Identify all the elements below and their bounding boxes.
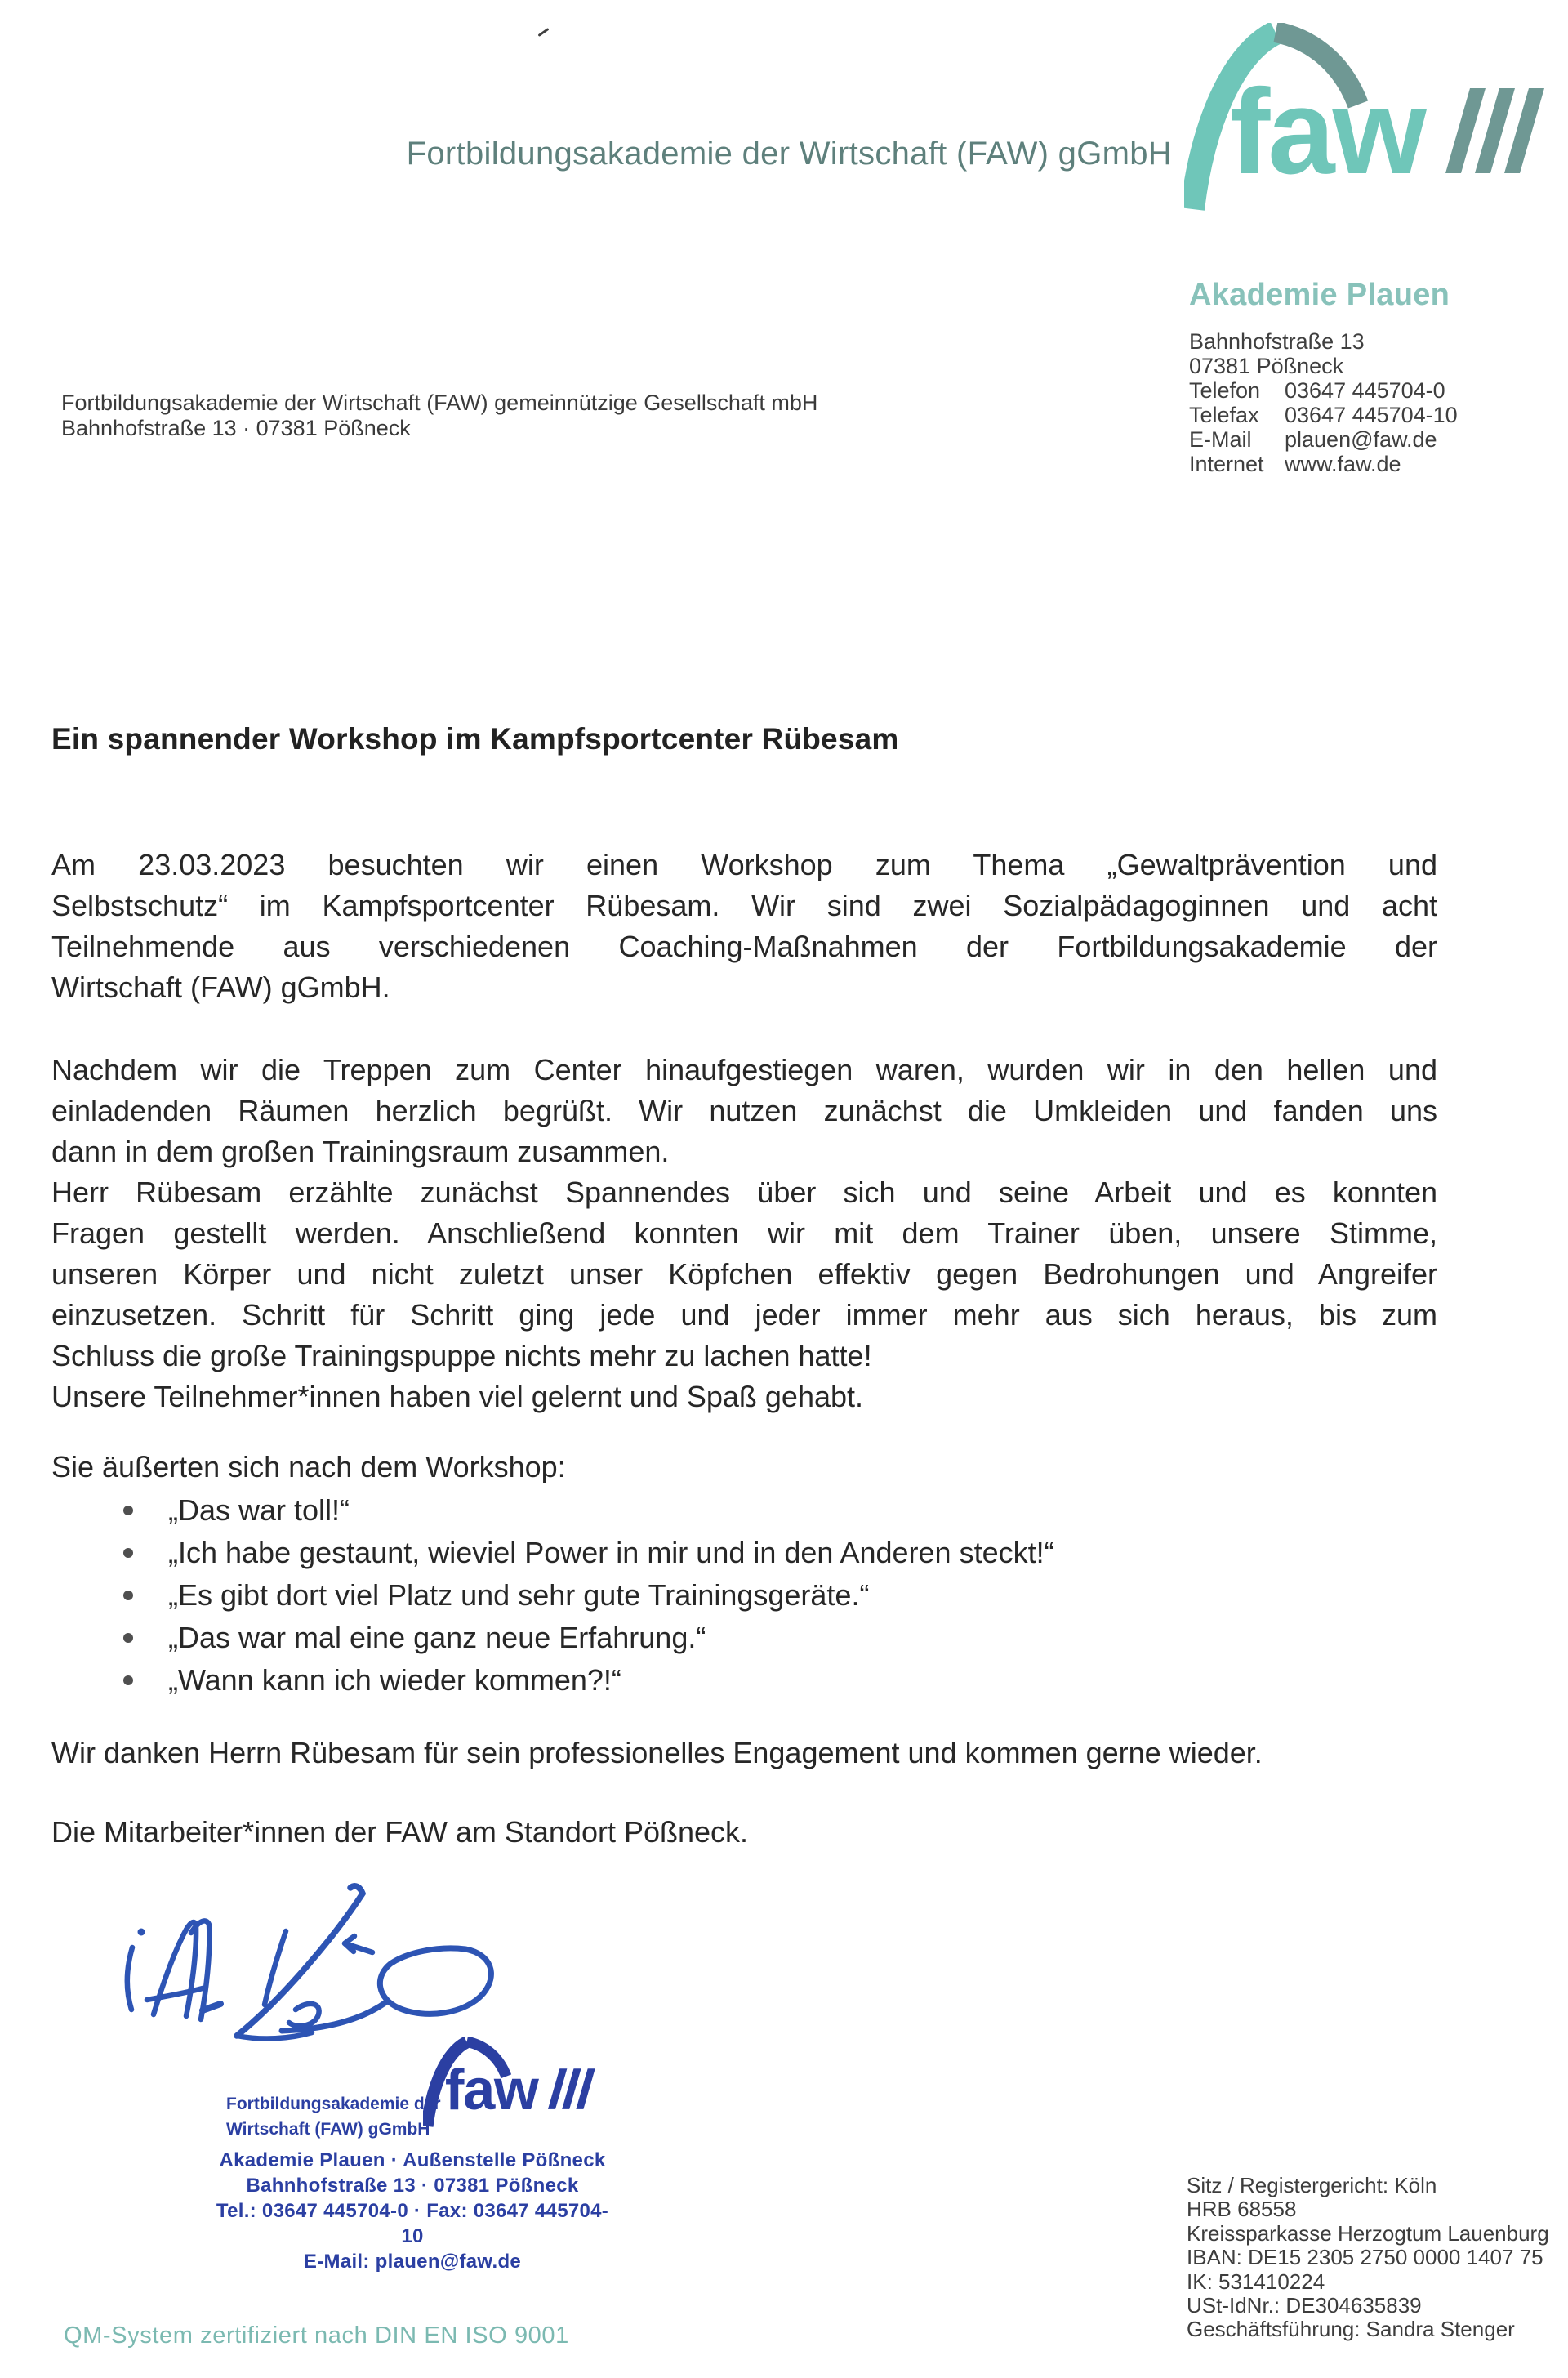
quote-item <box>123 1617 1430 1660</box>
signature-stroke <box>345 1936 372 1952</box>
paragraph-1-line: Teilnehmende aus verschiedenen Coaching-Maßnahmen der Fortbildungsakademie der <box>51 930 1437 963</box>
letterhead-company-name: Fortbildungsakademie der Wirtschaft (FAW) gGmbH <box>406 136 1172 172</box>
stamp-logo-wordmark: faw <box>444 2056 538 2121</box>
signature-stroke <box>380 1948 491 2014</box>
contact-phone-label: Telefon <box>1189 378 1261 403</box>
legal-registry: Sitz / Registergericht: Köln <box>1187 2173 1437 2197</box>
sender-address-block <box>61 390 817 441</box>
paragraph-3-line: Schluss die große Trainingspuppe nichts mehr zu lachen hatte! <box>51 1339 872 1372</box>
quote-text: „Ich habe gestaunt, wieviel Power in mir und in den Anderen steckt!“ <box>168 1536 1054 1569</box>
quote-item <box>123 1490 1430 1533</box>
stamp-line-email: E-Mail: plauen@faw.de <box>303 2251 522 2273</box>
signature-stroke <box>147 1988 203 2000</box>
paragraph-2-line: einladenden Räumen herzlich begrüßt. Wir nutzen zunächst die Umkleiden und fanden uns <box>51 1094 1437 1127</box>
handwritten-signature <box>114 1879 506 2055</box>
contact-fax-value: 03647 445704-10 <box>1285 403 1458 427</box>
contact-block <box>1189 329 1458 476</box>
contact-internet-value: www.faw.de <box>1285 452 1401 476</box>
quote-item <box>123 1533 1430 1575</box>
legal-block <box>1187 2174 1549 2342</box>
legal-hrb: HRB 68558 <box>1187 2197 1297 2222</box>
letter-heading: Ein spannender Workshop im Kampfsportcenter Rübesam <box>51 722 899 756</box>
stamp-company-block <box>226 2091 441 2142</box>
stamp-line-street: Bahnhofstraße 13 · 07381 Pößneck <box>246 2175 579 2197</box>
legal-iban: IBAN: DE15 2305 2750 0000 1407 75 <box>1187 2245 1544 2270</box>
contact-fax-label: Telefax <box>1189 403 1259 427</box>
stamp-line-phone: Tel.: 03647 445704-0 · Fax: 03647 445704-10 <box>216 2200 609 2247</box>
stamp-faw-logo <box>423 2037 603 2133</box>
stamp-line-academy: Akademie Plauen · Außenstelle Pößneck <box>219 2149 606 2171</box>
stamp-address-block <box>212 2148 612 2274</box>
quote-item <box>123 1575 1430 1617</box>
stamp-company-line-1: Fortbildungsakademie der <box>226 2095 441 2113</box>
sender-line-2: Bahnhofstraße 13 · 07381 Pößneck <box>61 416 411 440</box>
closing-sender: Die Mitarbeiter*innen der FAW am Standort Pößneck. <box>51 1815 749 1849</box>
signature-stroke <box>237 2032 312 2038</box>
contact-internet-row <box>1189 452 1458 476</box>
legal-ustid: USt-IdNr.: DE304635839 <box>1187 2293 1422 2318</box>
quotes-intro: Sie äußerten sich nach dem Workshop: <box>51 1450 566 1483</box>
contact-fax-row <box>1189 403 1458 427</box>
qm-certification-line: QM-System zertifiziert nach DIN EN ISO 9001 <box>64 2322 569 2349</box>
signature-stroke <box>127 1947 132 2010</box>
bullet-icon <box>123 1548 133 1558</box>
quote-item <box>123 1660 1430 1702</box>
paragraph-block-2 <box>51 1050 1437 1417</box>
quote-text: „Es gibt dort viel Platz und sehr gute Trainingsgeräte.“ <box>168 1578 870 1612</box>
paragraph-1 <box>51 845 1437 1008</box>
faw-logo-wordmark: faw <box>1230 65 1424 199</box>
contact-email-label: E-Mail <box>1189 427 1252 452</box>
stamp-company-line-2: Wirtschaft (FAW) gGmbH <box>226 2120 430 2139</box>
bullet-icon <box>123 1675 133 1685</box>
quote-text: „Wann kann ich wieder kommen?!“ <box>168 1663 621 1697</box>
paragraph-2-line: dann in dem großen Trainingsraum zusammen. <box>51 1135 670 1168</box>
paragraph-3-line: Herr Rübesam erzählte zunächst Spannendes über sich und seine Arbeit und es konnten <box>51 1176 1437 1209</box>
scan-artifact-mark <box>537 28 549 37</box>
sender-line-1: Fortbildungsakademie der Wirtschaft (FAW) gemeinnützige Gesellschaft mbH <box>61 390 818 415</box>
contact-email-value: plauen@faw.de <box>1285 427 1437 452</box>
signature-stroke <box>237 1886 363 2036</box>
paragraph-1-line: Am 23.03.2023 besuchten wir einen Workshop zum Thema „Gewaltprävention und <box>51 848 1437 881</box>
quote-text: „Das war toll!“ <box>168 1493 350 1527</box>
legal-bank: Kreissparkasse Herzogtum Lauenburg <box>1187 2220 1549 2246</box>
paragraph-1-line: Selbstschutz“ im Kampfsportcenter Rübesam. Wir sind zwei Sozialpädagoginnen und acht <box>51 889 1437 922</box>
quote-text: „Das war mal eine ganz neue Erfahrung.“ <box>168 1621 706 1654</box>
bullet-icon <box>123 1633 133 1643</box>
paragraph-3-line: unseren Körper und nicht zuletzt unser Köpfchen effektiv gegen Bedrohungen und Angreifer <box>51 1257 1437 1291</box>
paragraph-2-line: Nachdem wir die Treppen zum Center hinaufgestiegen waren, wurden wir in den hellen und <box>51 1053 1437 1086</box>
signature-stroke <box>289 2004 319 2026</box>
contact-street: Bahnhofstraße 13 <box>1189 329 1365 354</box>
faw-logo <box>1184 23 1560 223</box>
contact-email-row <box>1189 427 1458 452</box>
signature-stroke <box>154 1922 196 2016</box>
bullet-icon <box>123 1506 133 1515</box>
contact-location-title: Akademie Plauen <box>1189 278 1450 312</box>
paragraph-4-line: Unsere Teilnehmer*innen haben viel gelernt und Spaß gehabt. <box>51 1380 864 1413</box>
quotes-list <box>123 1490 1430 1702</box>
paragraph-3-line: Fragen gestellt werden. Anschließend konnten wir mit dem Trainer üben, unsere Stimme, <box>51 1216 1437 1250</box>
paragraph-1-line: Wirtschaft (FAW) gGmbH. <box>51 970 390 1004</box>
contact-internet-label: Internet <box>1189 452 1264 476</box>
signature-dot <box>138 1929 145 1936</box>
legal-ik: IK: 531410224 <box>1187 2269 1325 2294</box>
closing-thanks: Wir danken Herrn Rübesam für sein professionelles Engagement und kommen gerne wieder. <box>51 1736 1263 1769</box>
legal-management: Geschäftsführung: Sandra Stenger <box>1187 2317 1515 2342</box>
paragraph-3-line: einzusetzen. Schritt für Schritt ging jede und jeder immer mehr aus sich heraus, bis zum <box>51 1298 1437 1332</box>
contact-city: 07381 Pößneck <box>1189 354 1344 378</box>
contact-phone-value: 03647 445704-0 <box>1285 378 1446 403</box>
contact-phone-row <box>1189 378 1458 403</box>
bullet-icon <box>123 1591 133 1600</box>
